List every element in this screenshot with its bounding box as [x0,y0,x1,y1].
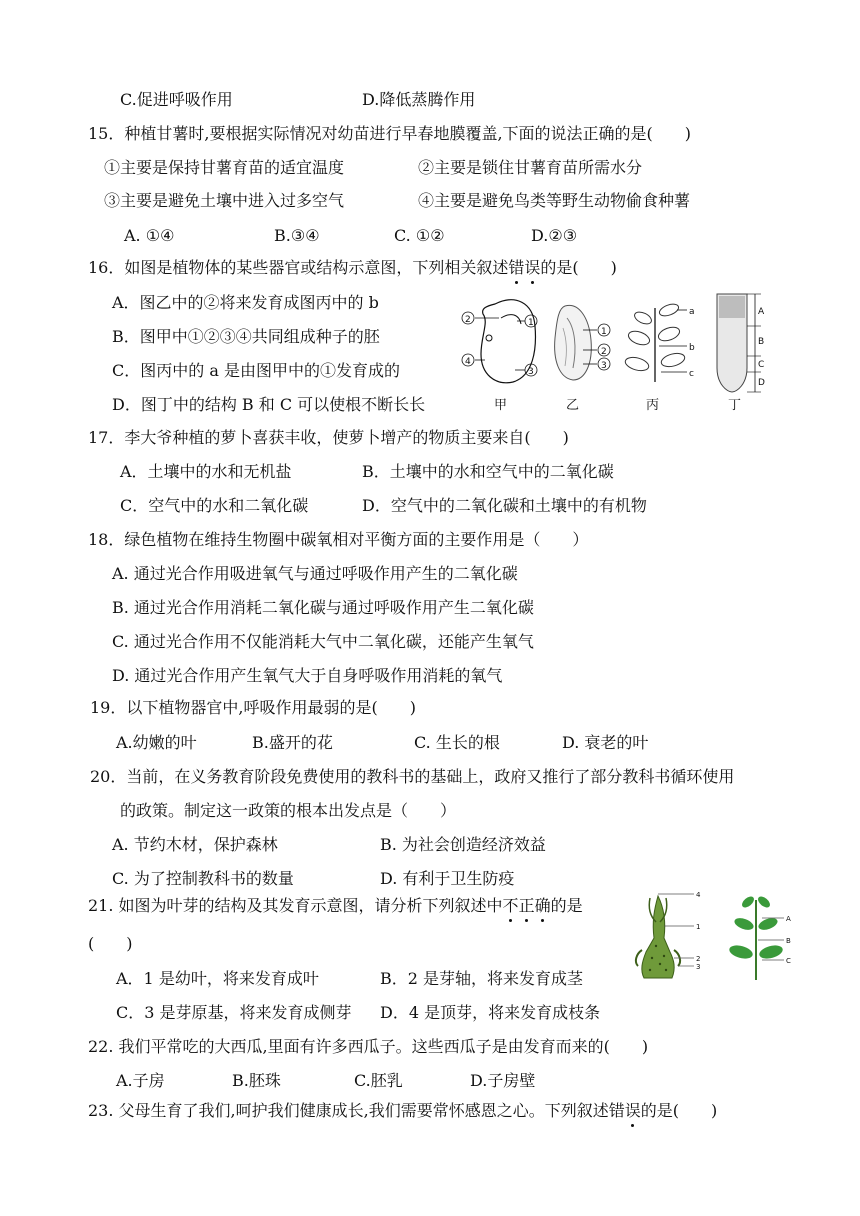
fig-label-yi: 乙 [566,398,580,413]
svg-text:3: 3 [601,361,607,371]
q16-option-d: D．图丁中的结构 B 和 C 可以使根不断长长 [112,395,426,414]
q15-statement-3: ③主要是避免土壤中进入过多空气 [104,191,345,210]
q16-stem-emphasis-1: 错 [508,258,525,277]
q19-option-b: B.盛开的花 [252,733,333,752]
q18-option-c: C. 通过光合作用不仅能消耗大气中二氧化碳，还能产生氧气 [112,632,534,651]
svg-text:4: 4 [696,891,701,899]
q16-option-c: C．图丙中的 a 是由图甲中的①发育成的 [112,361,400,380]
svg-text:B: B [786,937,791,945]
svg-text:b: b [689,343,695,353]
bud-development-seedling-drawing [728,894,791,980]
q19-option-d: D. 衰老的叶 [562,733,649,752]
q16-stem [88,258,617,278]
q15-statement-1: ①主要是保持甘薯育苗的适宜温度 [104,158,345,177]
q16-stem-pre: 16．如图是植物体的某些器官或结构示意图，下列相关叙述 [88,258,509,277]
q20-stem-line-1: 20．当前，在义务教育阶段免费使用的教科书的基础上，政府又推行了部分教科书循环使用 [90,767,735,786]
q21-stem-emphasis-3: 确 [534,896,551,915]
q21-leaf-bud-figure [628,888,800,984]
svg-text:c: c [689,369,694,379]
q15-option-b: B.③④ [274,226,320,245]
q21-stem-pre: 21. 如图为叶芽的结构及其发育示意图，请分析下列叙述中 [88,896,503,915]
svg-text:A: A [758,307,765,317]
q18-option-d: D. 通过光合作用产生氧气大于自身呼吸作用消耗的氧气 [112,666,503,685]
q18-stem: 18．绿色植物在维持生物圈中碳氧相对平衡方面的主要作用是（ ） [88,530,589,549]
q22-option-a: A.子房 [116,1071,165,1090]
q16-plant-structure-figure [455,288,775,396]
q16-option-a: A．图乙中的②将来发育成图丙中的 b [112,293,379,312]
q17-option-c: C．空气中的水和二氧化碳 [120,496,309,515]
q16-stem-emphasis-2: 误 [524,258,541,277]
svg-text:2: 2 [696,955,701,963]
q23-stem-pre: 23. 父母生育了我们,呵护我们健康成长,我们需要常怀感恩之心。下列叙述错 [88,1101,625,1120]
q15-stem: 15．种植甘薯时,要根据实际情况对幼苗进行早春地膜覆盖,下面的说法正确的是( ) [88,124,692,143]
q21-answer-paren: ( ) [88,934,133,953]
root-tip-ding-drawing [717,294,765,392]
q21-option-d: D．4 是顶芽，将来发育成枝条 [380,1003,601,1022]
q17-option-a: A．土壤中的水和无机盐 [120,462,292,481]
q18-option-b: B. 通过光合作用消耗二氧化碳与通过呼吸作用产生二氧化碳 [112,598,534,617]
fig-label-jia: 甲 [494,398,508,413]
svg-text:3: 3 [528,367,534,377]
svg-text:2: 2 [601,347,607,357]
leaf-bud-drawing [636,891,701,978]
seed-jia-drawing [462,300,537,383]
q21-stem [88,896,583,916]
q19-option-a: A.幼嫩的叶 [116,733,197,752]
q15-statement-2: ②主要是锁住甘薯育苗所需水分 [418,158,643,177]
q22-option-b: B.胚珠 [232,1071,281,1090]
q16-option-b: B．图甲中①②③④共同组成种子的胚 [112,327,380,346]
q23-stem [88,1101,717,1121]
q21-stem-emphasis-2: 正 [518,896,535,915]
q22-stem: 22. 我们平常吃的大西瓜,里面有许多西瓜子。这些西瓜子是由发育而来的( ) [88,1037,649,1056]
q15-option-d: D.②③ [531,226,578,245]
q23-stem-post: 的是( ) [640,1101,718,1120]
q22-option-d: D.子房壁 [470,1071,536,1090]
svg-text:1: 1 [528,318,534,328]
q17-option-d: D．空气中的二氧化碳和土壤中的有机物 [362,496,647,515]
svg-text:a: a [689,307,695,317]
seedling-bing-drawing [624,302,695,382]
fig-label-bing: 丙 [646,398,660,413]
q15-option-a: A. ①④ [124,226,175,245]
seed-yi-drawing [555,305,610,380]
q20-stem-line-2: 的政策。制定这一政策的根本出发点是（ ） [120,801,457,820]
q19-option-c: C. 生长的根 [414,733,500,752]
svg-text:1: 1 [696,923,701,931]
svg-text:2: 2 [465,315,471,325]
q19-stem: 19．以下植物器官中,呼吸作用最弱的是( ) [90,698,416,717]
svg-text:4: 4 [465,357,471,367]
q15-option-c: C. ①② [394,226,445,245]
fig-label-ding: 丁 [728,398,742,413]
q15-statement-4: ④主要是避免鸟类等野生动物偷食种薯 [418,191,691,210]
q16-stem-post: 的是( ) [540,258,617,277]
q21-option-b: B．2 是芽轴，将来发育成茎 [380,969,584,988]
q21-stem-emphasis-1: 不 [502,896,519,915]
q21-stem-post: 的是 [550,896,583,915]
q20-option-b: B. 为社会创造经济效益 [380,835,546,854]
q17-stem: 17．李大爷种植的萝卜喜获丰收，使萝卜增产的物质主要来自( ) [88,428,569,447]
q22-option-c: C.胚乳 [354,1071,403,1090]
q20-option-a: A. 节约木材，保护森林 [112,835,278,854]
q14-option-d: D.降低蒸腾作用 [362,90,476,109]
svg-text:1: 1 [601,327,607,337]
q14-option-c: C.促进呼吸作用 [120,90,233,109]
q21-option-c: C．3 是芽原基，将来发育成侧芽 [116,1003,352,1022]
svg-text:C: C [786,957,791,965]
q20-option-d: D. 有利于卫生防疫 [380,869,515,888]
svg-text:D: D [758,378,765,388]
svg-text:B: B [758,337,765,347]
q17-option-b: B．土壤中的水和空气中的二氧化碳 [362,462,614,481]
q20-option-c: C. 为了控制教科书的数量 [112,869,294,888]
q23-stem-emphasis: 误 [624,1101,641,1120]
q21-option-a: A．1 是幼叶，将来发育成叶 [116,969,319,988]
q18-option-a: A. 通过光合作用吸进氧气与通过呼吸作用产生的二氧化碳 [112,564,518,583]
svg-text:A: A [786,915,791,923]
svg-text:3: 3 [696,963,701,971]
svg-text:C: C [758,360,765,370]
